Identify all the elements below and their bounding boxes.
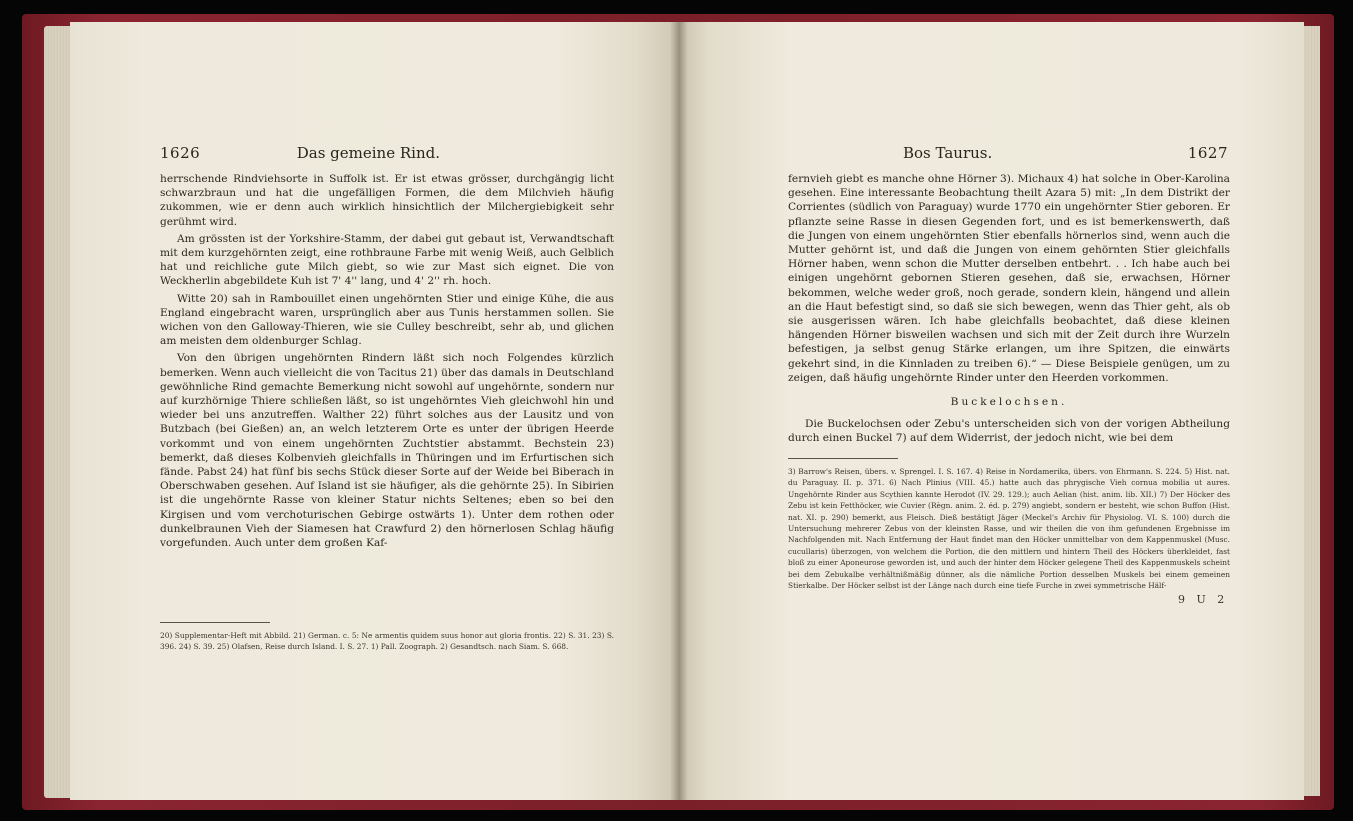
paragraph: fernvieh giebt es manche ohne Hörner 3). Michaux 4) hat solche in Ober-Karolina gesehen. Eine interessante Beobachtung theilt Azara 5) mit: „In dem Distrikt der Corrientes (südlich von Paraguay) wurde 1770 ein ungehörnter Stier geboren. Er pflanzte seine Rasse in diesen Gegenden fort, und es ist bemerkenswerth, daß die Jungen von einem ungehörnten Stier ebenfalls hörnerlos sind, wenn auch die Mutter gehörnt ist, und daß die Jungen von einem gehörnten Stier gleichfalls Hörner haben, wenn schon die Mutter derselben entbehrt. . . Ich habe auch bei einigen ungehörnt gebornen Stieren gesehen, daß sie, erwachsen, Hörner bekommen, welche weder groß, noch gerade, sondern klein, hängend und allein an die Haut befestigt sind, so daß sie sich bewegen, wenn das Thier geht, als ob sie ausgerissen wären. Ich habe gleichfalls beobachtet, daß diese kleinen hängenden Hörner bisweilen wachsen und sich mit der Zeit durch ihre Wurzeln befestigen, ja selbst genug Stärke erlangen, um ihre Spitzen, die einwärts gekehrt sind, in die Kinnladen zu treiben 6).“ — Diese Beispiele genügen, um zu zeigen, daß häufig ungehörnte Rinder unter den Heerden vorkommen. [788, 173, 1230, 384]
running-title: Das gemeine Rind. [296, 144, 440, 162]
footnote-rule [160, 622, 270, 623]
right-body-text [788, 172, 1230, 446]
left-footnotes: 20) Supplementar-Heft mit Abbild. 21) German. c. 5: Ne armentis quidem suus honor aut gloria frontis. 22) S. 31. 23) S. 396. 24) S. 39. 25) Olafsen, Reise durch Island. I. S. 27. 1) Pall. Zoograph. 2) Gesandtsch. nach Siam. S. 668. [160, 631, 614, 652]
paragraph: Von den übrigen ungehörnten Rindern läßt sich noch Folgendes kürzlich bemerken. Wenn auch vielleicht die von Tacitus 21) über das damals in Deutschland gewöhnliche Rind gemachte Bemerkung nicht sowohl auf ungehörnte, sondern nur auf kurzhörnige Thiere schließen läßt, so ist ungehörntes Vieh gleichwohl hin und wieder bei uns anzutreffen. Walther 22) führt solches aus der Lausitz und von Butzbach (bei Gießen) an, an welch letzterem Orte es unter der übrigen Heerde vorkommt und von einem ungehörnten Zuchtstier abstammt. Bechstein 23) bemerkt, daß dieses Kolbenvieh gleichfalls in Thüringen und im Erfurtischen sich fände. Pabst 24) hat fünf bis sechs Stück dieser Sorte auf der Weide bei Biberach in Oberschwaben gesehen. Auf Island ist sie häufiger, als die gehörnte 25). In Sibirien ist die ungehörnte Rasse von kleiner Statur nichts Seltenes; eben so bei den Kirgisen und vom verchoturischen Gebirge ostwärts 1). Unter dem rothen oder dunkelbraunen Vieh der Siamesen hat Crawfurd 2) den hörnerlosen Schlag häufig vorgefunden. Auch unter dem großen Kaf- [160, 352, 614, 550]
sheet-signature: 9 U 2 [1178, 593, 1229, 606]
page-number: 1626 [160, 144, 201, 162]
right-page [678, 22, 1304, 800]
right-page-header [788, 144, 1228, 162]
footnote-rule [788, 458, 898, 459]
left-page-header [160, 144, 610, 162]
paragraph: herrschende Rindviehsorte in Suffolk ist. Er ist etwas grösser, durchgängig licht schwarzbraun und hat die ungefälligen Formen, die dem Milchvieh häufig zukommen, wie er denn auch wirklich hinsichtlich der Milchergiebigkeit sehr gerühmt wird. [160, 173, 614, 228]
running-title: Bos Taurus. [903, 144, 993, 162]
paragraph: Die Buckelochsen oder Zebu's unterscheiden sich von der vorigen Abtheilung durch einen Buckel 7) auf dem Widerrist, der jedoch nicht, wie bei dem [788, 418, 1230, 445]
paragraph: Am grössten ist der Yorkshire-Stamm, der dabei gut gebaut ist, Verwandtschaft mit dem kurzgehörnten zeigt, eine rothbraune Farbe mit wenig Weiß, auch Gelblich hat und reichliche gute Milch giebt, so wie zur Mast sich eignet. Die von Weckherlin abgebildete Kuh ist 7' 4'' lang, und 4' 2'' rh. hoch. [160, 232, 614, 288]
page-number: 1627 [1187, 144, 1228, 162]
book-gutter [670, 22, 688, 800]
paragraph: Witte 20) sah in Rambouillet einen ungehörnten Stier und einige Kühe, die aus England eingebracht waren, ursprünglich aber aus Tunis herstammen sollen. Sie wichen von den Galloway-Thieren, wie sie Culley beschreibt, sehr ab, und glichen am meisten dem oldenburger Schlag. [160, 292, 614, 348]
left-body-text [160, 172, 614, 550]
right-footnotes: 3) Barrow's Reisen, übers. v. Sprengel. I. S. 167. 4) Reise in Nordamerika, übers. von Ehrmann. S. 224. 5) Hist. nat. du Paraguay. II. p. 371. 6) Nach Plinius (VIII. 45.) hatte auch das phrygische Vieh cornua mobilia ut aures. Ungehörnte Rinder aus Scythien kannte Herodot (IV. 29. 129.); auch Aelian (hist. anim. lib. XII.) 7) Der Höcker des Zebu ist kein Fetthöcker, wie Cuvier (Règn. anim. 2. éd. p. 279) angiebt, sondern er besteht, wie schon Buffon (Hist. nat. XI. p. 290) bemerkt, aus Fleisch. Dieß bestätigt Jäger (Meckel's Archiv für Physiolog. VI. S. 100) durch die Untersuchung mehrerer Zebus von der kleinsten Rasse, und wir theilen die von ihm gefundenen Ergebnisse im Nachfolgenden mit. Nach Entfernung der Haut findet man den Höcker unmittelbar von dem Kappenmuskel (Musc. cucullaris) überzogen, von welchem die Portion, die den mittlern und hintern Theil des Höckers überkleidet, fast bloß zu einer Aponeurose geworden ist, und auch der hinter dem Höcker gelegene Theil des Kappenmuskels scheint bei dem Zebukalbe verhältnißmäßig dünner, als die nämliche Portion desselben Muskels bei einem gemeinen Stierkalbe. Der Höcker selbst ist der Länge nach durch eine tiefe Furche in zwei symmetrische Hälf- [788, 467, 1230, 591]
left-page [70, 22, 678, 800]
section-title: Buckelochsen. [950, 396, 1068, 409]
